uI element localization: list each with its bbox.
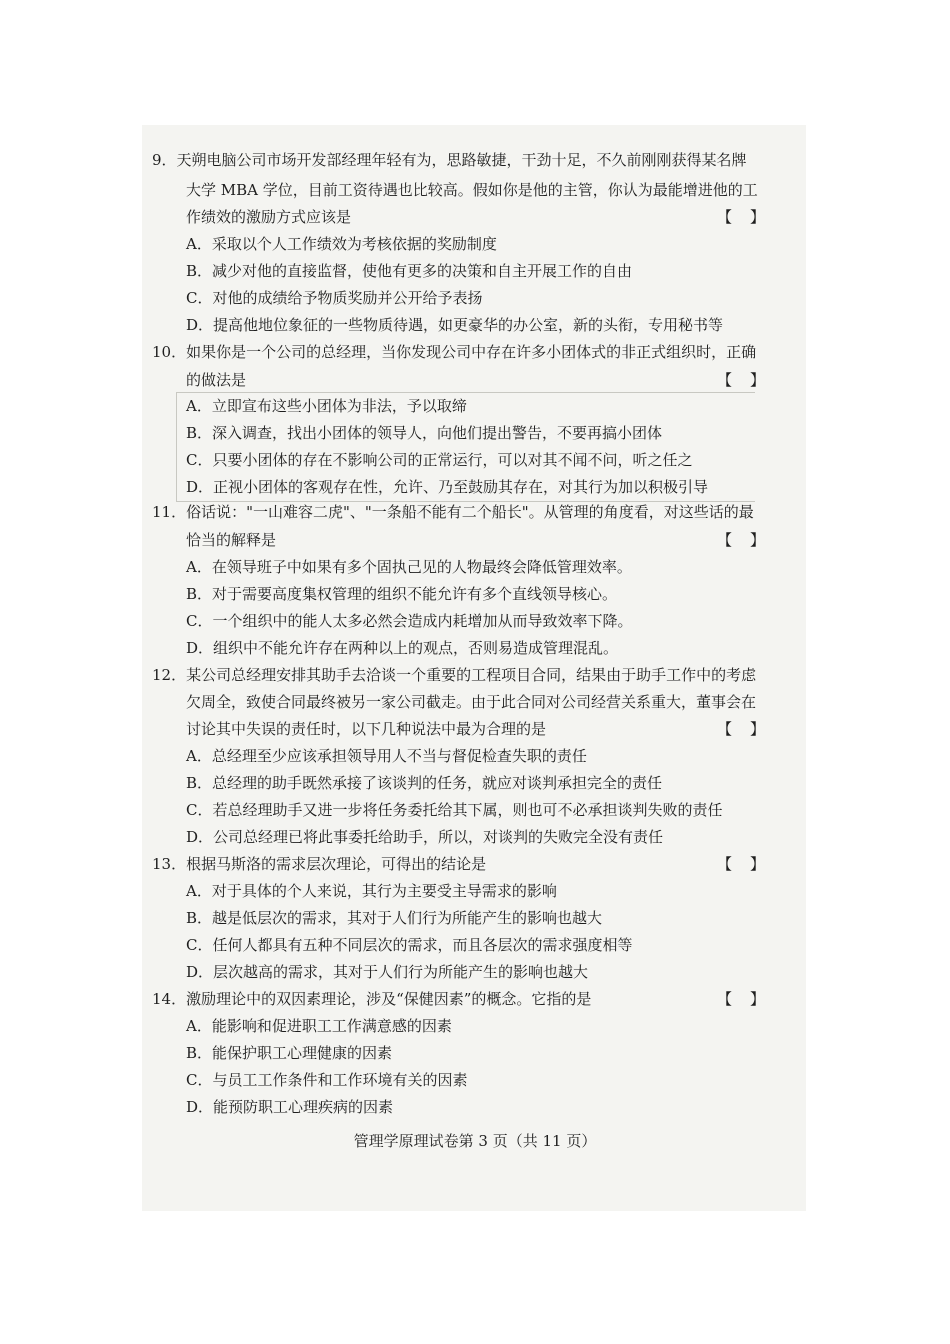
answer-bracket: 【】 <box>717 371 784 389</box>
option-d: D．组织中不能允许存在两种以上的观点，否则易造成管理混乱。 <box>186 639 619 657</box>
answer-bracket: 【】 <box>717 855 784 873</box>
option-c: C．对他的成绩给予物质奖励并公开给予表扬 <box>186 289 483 307</box>
page-footer: 管理学原理试卷第 3 页（共 11 页） <box>353 1132 597 1150</box>
option-b: B．越是低层次的需求，其对于人们行为所能产生的影响也越大 <box>186 909 603 927</box>
question-text-line: 的做法是 <box>186 371 247 389</box>
question-text-line: 11．俗话说："一山难容二虎"、"一条船不能有二个船长"。从管理的角度看，对这些话的最 <box>152 503 754 521</box>
option-d: D．层次越高的需求，其对于人们行为所能产生的影响也越大 <box>186 963 589 981</box>
option-c: C．若总经理助手又进一步将任务委托给其下属，则也可不必承担谈判失败的责任 <box>186 801 723 819</box>
question-text-line: 14．激励理论中的双因素理论，涉及“保健因素”的概念。它指的是 <box>152 990 592 1008</box>
question-text-line: 欠周全，致使合同最终被另一家公司截走。由于此合同对公司经营关系重大，董事会在 <box>186 693 757 711</box>
answer-bracket: 【】 <box>717 720 784 738</box>
option-b: B．对于需要高度集权管理的组织不能允许有多个直线领导核心。 <box>186 585 618 603</box>
option-d: D．能预防职工心理疾病的因素 <box>186 1098 394 1116</box>
option-d: D．公司总经理已将此事委托给助手，所以，对谈判的失败完全没有责任 <box>186 828 664 846</box>
option-a: A．在领导班子中如果有多个固执己见的人物最终会降低管理效率。 <box>186 558 632 576</box>
answer-bracket: 【】 <box>717 208 784 226</box>
option-a: A．总经理至少应该承担领导用人不当与督促检查失职的责任 <box>186 747 587 765</box>
question-text-line: 12．某公司总经理安排其助手去洽谈一个重要的工程项目合同，结果由于助手工作中的考虑 <box>152 666 757 684</box>
option-d: D．正视小团体的客观存在性，允许、乃至鼓励其存在，对其行为加以积极引导 <box>186 478 709 496</box>
option-b: B．能保护职工心理健康的因素 <box>186 1044 393 1062</box>
option-c: C．只要小团体的存在不影响公司的正常运行，可以对其不闻不问，听之任之 <box>186 451 693 469</box>
option-b: B．深入调查，找出小团体的领导人，向他们提出警告，不要再搞小团体 <box>186 424 663 442</box>
option-c: C．与员工工作条件和工作环境有关的因素 <box>186 1071 468 1089</box>
answer-bracket: 【】 <box>717 531 784 549</box>
option-a: A．对于具体的个人来说，其行为主要受主导需求的影响 <box>186 882 557 900</box>
option-b: B．总经理的助手既然承接了该谈判的任务，就应对谈判承担完全的责任 <box>186 774 663 792</box>
option-d: D．提高他地位象征的一些物质待遇，如更豪华的办公室，新的头衔，专用秘书等 <box>186 316 724 334</box>
option-a: A．能影响和促进职工工作满意感的因素 <box>186 1017 452 1035</box>
option-c: C．一个组织中的能人太多必然会造成内耗增加从而导致效率下降。 <box>186 612 633 630</box>
option-b: B．减少对他的直接监督，使他有更多的决策和自主开展工作的自由 <box>186 262 633 280</box>
option-c: C．任何人都具有五种不同层次的需求，而且各层次的需求强度相等 <box>186 936 633 954</box>
question-text-line: 作绩效的激励方式应该是 <box>186 208 352 226</box>
question-text-line: 9．天朔电脑公司市场开发部经理年轻有为，思路敏捷，干劲十足，不久前刚刚获得某名牌 <box>152 151 747 169</box>
option-a: A．采取以个人工作绩效为考核依据的奖励制度 <box>186 235 497 253</box>
answer-bracket: 【】 <box>717 990 784 1008</box>
question-text-line: 恰当的解释是 <box>186 531 277 549</box>
question-text-line: 13．根据马斯洛的需求层次理论，可得出的结论是 <box>152 855 487 873</box>
question-text-line: 讨论其中失误的责任时，以下几种说法中最为合理的是 <box>186 720 547 738</box>
option-a: A．立即宣布这些小团体为非法，予以取缔 <box>186 397 467 415</box>
question-text-line: 10．如果你是一个公司的总经理，当你发现公司中存在许多小团体式的非正式组织时，正确 <box>152 343 757 361</box>
question-text-line: 大学 MBA 学位，目前工资待遇也比较高。假如你是他的主管，你认为最能增进他的工 <box>186 181 758 199</box>
